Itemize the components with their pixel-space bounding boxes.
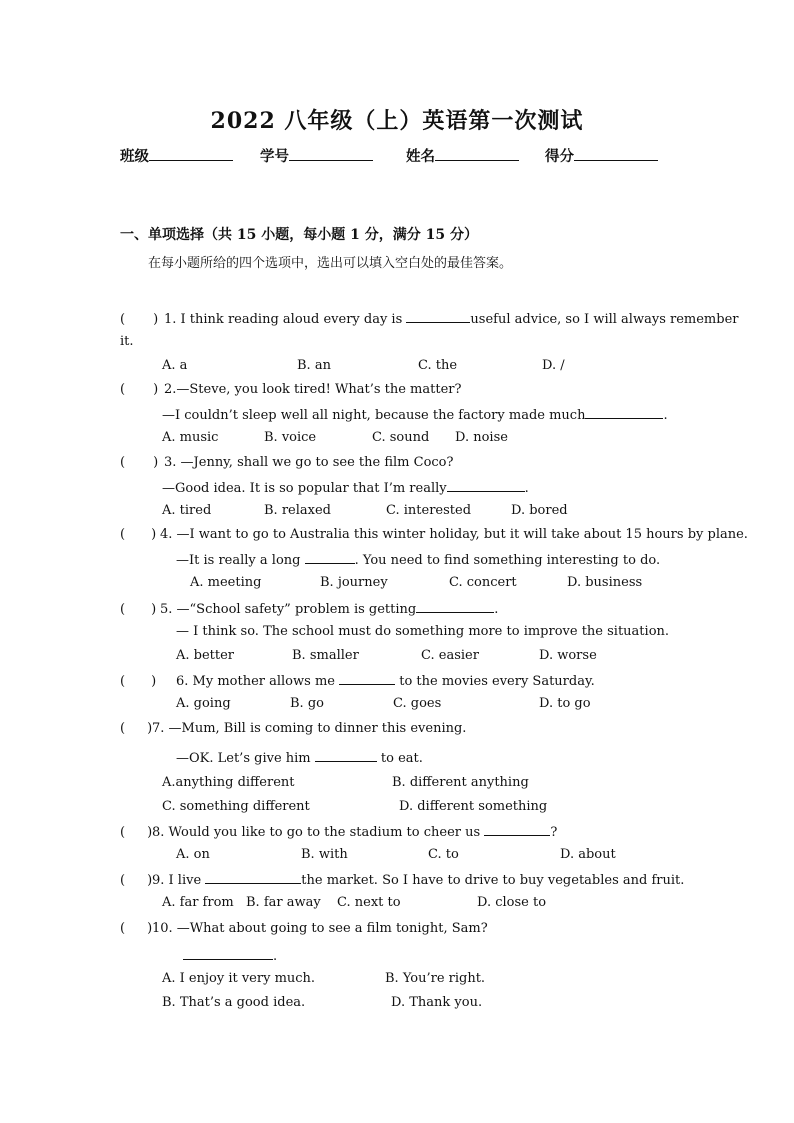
option-b: B. far away — [246, 895, 321, 910]
question-stem: 8. Would you like to go to the stadium to cheer us — [152, 825, 481, 840]
score-field — [545, 145, 658, 166]
question-10 — [120, 920, 488, 938]
question-stem: 2.—Steve, you look tired! What’s the matter? — [164, 382, 462, 397]
option-c: C. easier — [421, 648, 479, 663]
option-a: A. going — [176, 696, 231, 711]
answer-blank — [205, 870, 301, 884]
option-c: C. to — [428, 847, 459, 862]
option-c: C. concert — [449, 575, 517, 590]
reply-text: —I couldn’t sleep well all night, because the factory made much — [162, 408, 586, 423]
question-6 — [120, 671, 595, 691]
reply-text: to eat. — [380, 751, 423, 766]
reply-text: . — [273, 949, 278, 964]
question-stem: . — [494, 602, 499, 617]
answer-blank — [484, 822, 550, 836]
section-heading: 一、单项选择（共 15 小题，每小题 1 分，满分 15 分） — [120, 227, 478, 243]
question-stem: 9. I live — [152, 873, 202, 888]
answer-blank — [416, 599, 494, 613]
question-stem: to the movies every Saturday. — [399, 674, 595, 689]
student-id-field — [260, 145, 373, 166]
score-label: 得分 — [545, 148, 574, 165]
question-2-reply — [162, 405, 668, 425]
question-7-reply — [176, 748, 423, 768]
option-d: D. worse — [539, 648, 597, 663]
class-blank[interactable] — [149, 146, 233, 161]
question-5 — [120, 599, 498, 619]
answer-blank — [339, 671, 395, 685]
option-c: C. next to — [337, 895, 401, 910]
question-1-cont: it. — [120, 334, 134, 349]
question-stem: 10. —What about going to see a film tonight, Sam? — [152, 921, 488, 936]
option-b: B. go — [290, 696, 324, 711]
question-3 — [120, 454, 453, 472]
option-b: B. You’re right. — [385, 971, 486, 986]
question-stem: ? — [550, 825, 558, 840]
class-field — [120, 145, 233, 166]
option-a: A. far from — [162, 895, 234, 910]
question-9 — [120, 870, 684, 890]
question-stem: 4. —I want to go to Australia this winter holiday, but it will take about 15 hours by plane. — [160, 527, 748, 542]
question-stem: the market. So I have to drive to buy vegetables and fruit. — [301, 873, 685, 888]
option-b: B. smaller — [292, 648, 359, 663]
option-b: B. journey — [320, 575, 388, 590]
reply-text: —Good idea. It is so popular that I’m really — [162, 481, 447, 496]
answer-blank — [183, 946, 273, 960]
reply-text: —It is really a long — [176, 553, 301, 568]
answer-blank — [406, 309, 470, 323]
name-label: 姓名 — [406, 148, 435, 165]
question-4 — [120, 526, 748, 544]
option-d: D. about — [560, 847, 616, 862]
exam-title: 2022 八年级（上）英语第一次测试 — [210, 108, 584, 134]
name-field — [406, 145, 519, 166]
reply-text: . You need to find something interesting to do. — [354, 553, 661, 568]
option-c: B. That’s a good idea. — [162, 995, 306, 1010]
reply-text: . — [663, 408, 668, 423]
answer-bracket[interactable]: ( ) — [120, 825, 153, 840]
answer-bracket[interactable]: ( ) — [120, 721, 153, 736]
question-stem: 6. My mother allows me — [176, 674, 335, 689]
answer-bracket[interactable]: ( ) — [120, 312, 159, 327]
reply-text: —OK. Let’s give him — [176, 751, 311, 766]
answer-bracket[interactable]: ( ) — [120, 921, 153, 936]
answer-blank — [447, 478, 525, 492]
answer-blank — [315, 748, 377, 762]
answer-bracket[interactable]: ( ) — [120, 602, 157, 617]
option-b: B. different anything — [392, 775, 529, 790]
option-d: D. Thank you. — [391, 995, 483, 1010]
question-stem: 5. —“School safety” problem is getting — [160, 602, 417, 617]
option-a: A. tired — [162, 503, 212, 518]
option-b: B. voice — [264, 430, 317, 445]
option-a: A. on — [176, 847, 210, 862]
student-id-blank[interactable] — [289, 146, 373, 161]
option-c: C. the — [418, 358, 458, 373]
question-5-reply: — I think so. The school must do something more to improve the situation. — [176, 624, 670, 639]
option-c: C. sound — [372, 430, 430, 445]
option-d: D. noise — [455, 430, 508, 445]
option-b: B. with — [301, 847, 348, 862]
option-d: D. / — [542, 358, 565, 373]
question-2 — [120, 381, 461, 399]
answer-bracket[interactable]: ( ) — [120, 674, 157, 689]
question-8 — [120, 822, 557, 842]
student-id-label: 学号 — [260, 148, 289, 165]
option-b: B. relaxed — [264, 503, 331, 518]
answer-bracket[interactable]: ( ) — [120, 527, 157, 542]
question-10-reply — [183, 946, 277, 966]
answer-blank — [305, 550, 355, 564]
question-stem: 3. —Jenny, shall we go to see the film Coco? — [164, 455, 454, 470]
section-instruction: 在每小题所给的四个选项中，选出可以填入空白处的最佳答案。 — [148, 256, 513, 271]
question-4-reply — [176, 550, 660, 570]
option-d: D. close to — [477, 895, 547, 910]
option-c: C. something different — [162, 799, 310, 814]
option-d: D. to go — [539, 696, 591, 711]
option-a: A.anything different — [162, 775, 295, 790]
answer-bracket[interactable]: ( ) — [120, 382, 159, 397]
question-stem: useful advice, so I will always remember — [470, 312, 739, 327]
option-d: D. different something — [399, 799, 548, 814]
class-label: 班级 — [120, 148, 149, 165]
option-c: C. interested — [386, 503, 472, 518]
answer-bracket[interactable]: ( ) — [120, 455, 159, 470]
option-d: D. bored — [511, 503, 568, 518]
answer-blank — [585, 405, 663, 419]
question-stem: 1. I think reading aloud every day is — [164, 312, 403, 327]
question-1 — [120, 309, 738, 329]
question-7 — [120, 720, 466, 738]
option-c: C. goes — [393, 696, 442, 711]
question-3-reply — [162, 478, 529, 498]
option-d: D. business — [567, 575, 643, 590]
answer-bracket[interactable]: ( ) — [120, 873, 153, 888]
question-stem: 7. —Mum, Bill is coming to dinner this evening. — [152, 721, 467, 736]
option-a: A. I enjoy it very much. — [162, 971, 316, 986]
reply-text: . — [524, 481, 529, 496]
option-a: A. meeting — [190, 575, 262, 590]
option-a: A. music — [162, 430, 219, 445]
name-blank[interactable] — [435, 146, 519, 161]
score-blank[interactable] — [574, 146, 658, 161]
option-a: A. better — [176, 648, 235, 663]
option-b: B. an — [297, 358, 331, 373]
option-a: A. a — [162, 358, 188, 373]
